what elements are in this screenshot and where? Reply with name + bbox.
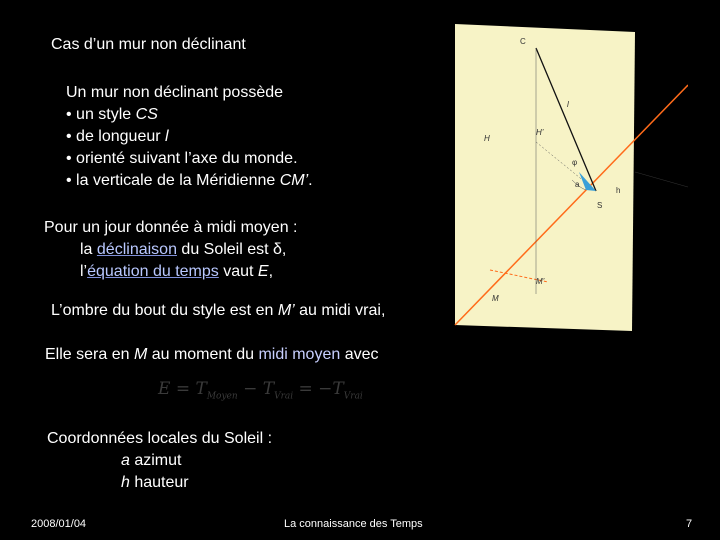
- bullet-orientation: • orienté suivant l’axe du monde.: [66, 150, 298, 167]
- horizontal-ground-line: [635, 172, 688, 187]
- equation-line: l’équation du temps vaut E,: [80, 263, 274, 280]
- coords-title: Coordonnées locales du Soleil :: [47, 430, 273, 447]
- day-conditions: [44, 217, 297, 283]
- style-description: [66, 82, 313, 192]
- label-M: M: [492, 294, 499, 303]
- label-a: a: [575, 180, 580, 189]
- label-H-prime: H’: [536, 128, 544, 137]
- bullet-meridian: • la verticale de la Méridienne CM’.: [66, 172, 313, 189]
- label-phi: φ: [572, 158, 578, 167]
- mean-noon-link[interactable]: midi moyen: [258, 346, 341, 363]
- page-number: 7: [686, 518, 693, 530]
- equation-of-time-link[interactable]: équation du temps: [87, 263, 219, 280]
- mean-noon-line: Elle sera en M au moment du midi moyen avec: [45, 346, 379, 363]
- slide-title: Cas d’un mur non déclinant: [51, 36, 246, 53]
- altitude-line: h hauteur: [121, 474, 189, 491]
- label-H: H: [484, 134, 490, 143]
- footer-date: 2008/01/04: [31, 518, 87, 530]
- declination-line: la déclinaison du Soleil est δ,: [80, 241, 287, 258]
- bullet-length: • de longueur l: [66, 128, 169, 145]
- intro-line: Un mur non déclinant possède: [66, 84, 284, 101]
- label-l: l: [567, 100, 569, 109]
- time-equation-formula: $E = T_{Moyen} - T_{Vrai} = -T_{Vrai}$: [158, 379, 363, 402]
- label-S: S: [597, 201, 603, 210]
- footer-title: La connaissance des Temps: [284, 518, 423, 530]
- azimuth-line: a azimut: [121, 452, 182, 469]
- label-M-prime: M’: [536, 277, 545, 286]
- shadow-line: L’ombre du bout du style est en M’ au midi vrai,: [51, 302, 386, 319]
- label-C: C: [520, 37, 526, 46]
- label-h: h: [616, 186, 621, 195]
- bullet-style: • un style CS: [66, 106, 158, 123]
- sundial-diagram: [452, 22, 688, 334]
- declination-link[interactable]: déclinaison: [96, 241, 177, 258]
- sun-coordinates: [47, 428, 272, 494]
- day-intro: Pour un jour donnée à midi moyen :: [44, 219, 298, 236]
